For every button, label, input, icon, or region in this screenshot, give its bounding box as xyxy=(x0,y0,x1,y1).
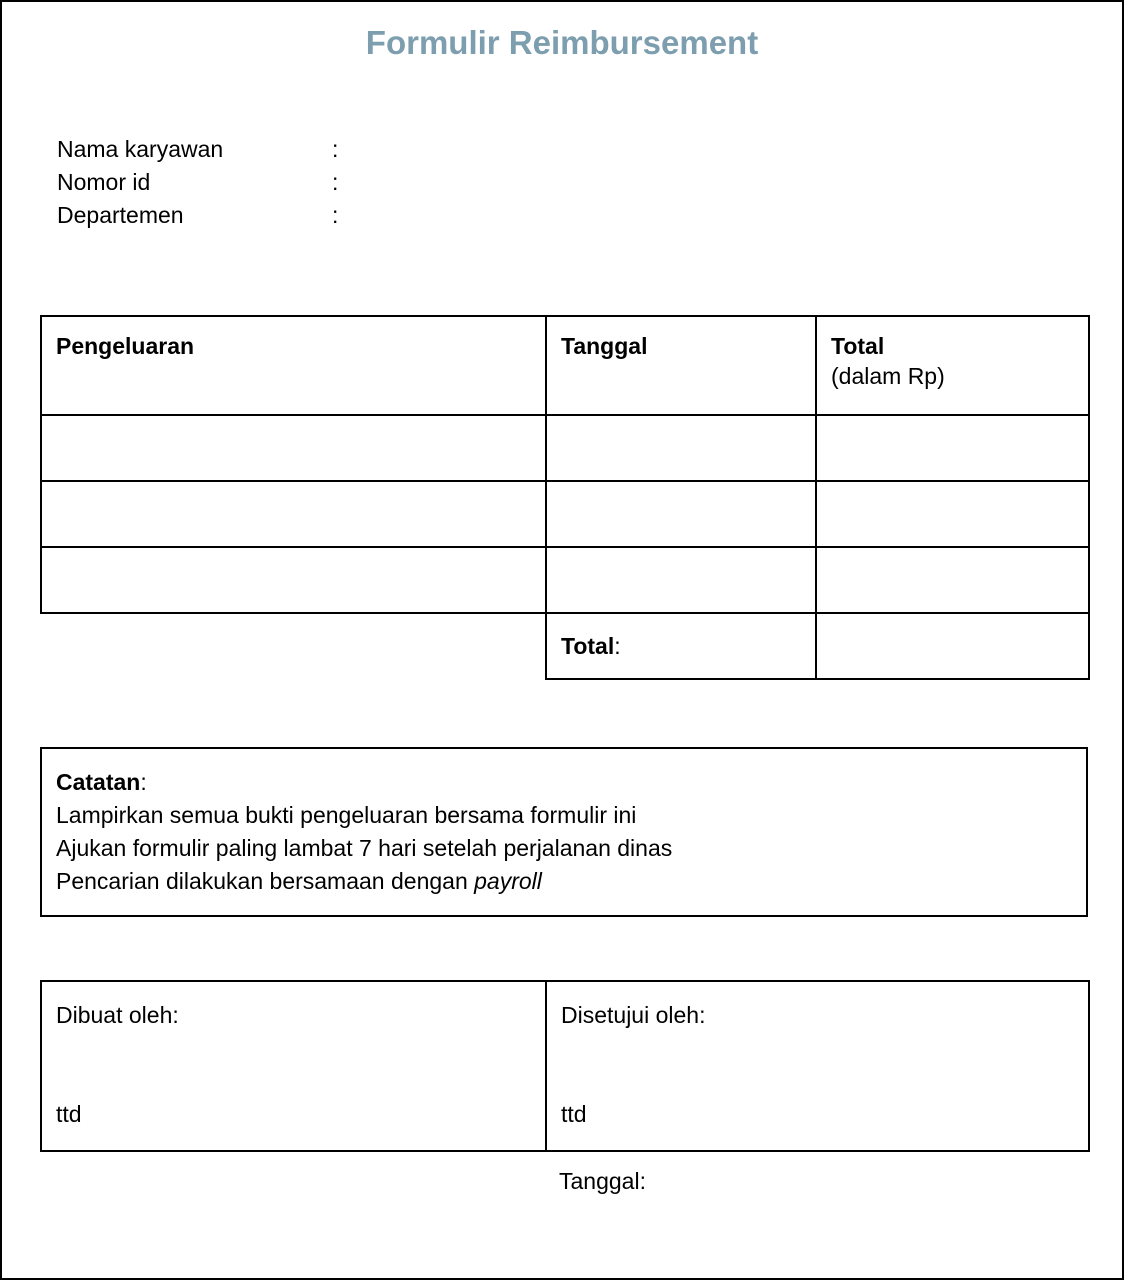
total-label: Total xyxy=(561,632,615,659)
header-total xyxy=(816,316,1089,415)
expense-row-3-expense-cell[interactable] xyxy=(41,547,546,613)
expense-row-2 xyxy=(41,481,1089,547)
form-title: Formulir Reimbursement xyxy=(365,24,759,61)
notes-heading-line xyxy=(56,766,1072,799)
signature-date-label: Tanggal: xyxy=(559,1168,646,1194)
expense-row-2-expense-cell[interactable] xyxy=(41,481,546,547)
department-value-field[interactable] xyxy=(350,199,650,232)
department-row xyxy=(57,199,650,232)
department-label: Departemen xyxy=(57,202,184,228)
note-line-1: Lampirkan semua bukti pengeluaran bersama formulir ini xyxy=(56,802,637,828)
header-date-label: Tanggal xyxy=(561,333,648,359)
expense-row-3 xyxy=(41,547,1089,613)
approved-by-label: Disetujui oleh: xyxy=(561,1002,706,1028)
note-line-3 xyxy=(56,865,1072,898)
notes-heading: Catatan xyxy=(56,769,141,795)
total-row-value-cell[interactable] xyxy=(816,613,1089,679)
note-line-3-italic-term: payroll xyxy=(474,868,542,894)
expense-row-1-total-cell[interactable] xyxy=(816,415,1089,481)
expense-row-1-date-cell[interactable] xyxy=(546,415,816,481)
expense-table-header-row xyxy=(41,316,1089,415)
employee-name-value-field[interactable] xyxy=(350,133,650,166)
header-expense xyxy=(41,316,546,415)
expense-row-1 xyxy=(41,415,1089,481)
header-total-sublabel: (dalam Rp) xyxy=(831,363,945,389)
department-colon: : xyxy=(332,202,339,228)
approved-by-cell xyxy=(546,981,1089,1151)
expense-total-row xyxy=(41,613,1089,679)
notes-heading-colon: : xyxy=(140,769,147,795)
header-date xyxy=(546,316,816,415)
signature-row xyxy=(41,981,1089,1151)
expense-row-2-date-cell[interactable] xyxy=(546,481,816,547)
total-row-spacer xyxy=(41,613,546,679)
header-expense-label: Pengeluaran xyxy=(56,333,195,359)
prepared-by-cell xyxy=(41,981,546,1151)
employee-name-label: Nama karyawan xyxy=(57,136,224,162)
expense-row-3-date-cell[interactable] xyxy=(546,547,816,613)
employee-name-row xyxy=(57,133,650,166)
total-colon: : xyxy=(614,632,621,659)
employee-id-label: Nomor id xyxy=(57,169,151,195)
prepared-by-signature-area[interactable]: ttd xyxy=(56,1101,82,1127)
expense-row-1-expense-cell[interactable] xyxy=(41,415,546,481)
prepared-by-label: Dibuat oleh: xyxy=(56,1002,179,1028)
notes-box xyxy=(40,747,1088,917)
expense-row-2-total-cell[interactable] xyxy=(816,481,1089,547)
note-line-3-text: Pencarian dilakukan bersamaan dengan xyxy=(56,868,475,894)
employee-id-row xyxy=(57,166,650,199)
expense-table xyxy=(40,315,1090,680)
approved-by-signature-area[interactable]: ttd xyxy=(561,1101,587,1127)
signature-date-line xyxy=(559,1168,646,1195)
expense-row-3-total-cell[interactable] xyxy=(816,547,1089,613)
employee-name-colon: : xyxy=(332,136,339,162)
note-line-2: Ajukan formulir paling lambat 7 hari setelah perjalanan dinas xyxy=(56,835,673,861)
header-total-label: Total xyxy=(831,333,885,359)
employee-id-value-field[interactable] xyxy=(350,166,650,199)
employee-id-colon: : xyxy=(332,169,339,195)
total-row-label-cell xyxy=(546,613,816,679)
signature-table xyxy=(40,980,1090,1152)
employee-info-block xyxy=(57,133,650,232)
